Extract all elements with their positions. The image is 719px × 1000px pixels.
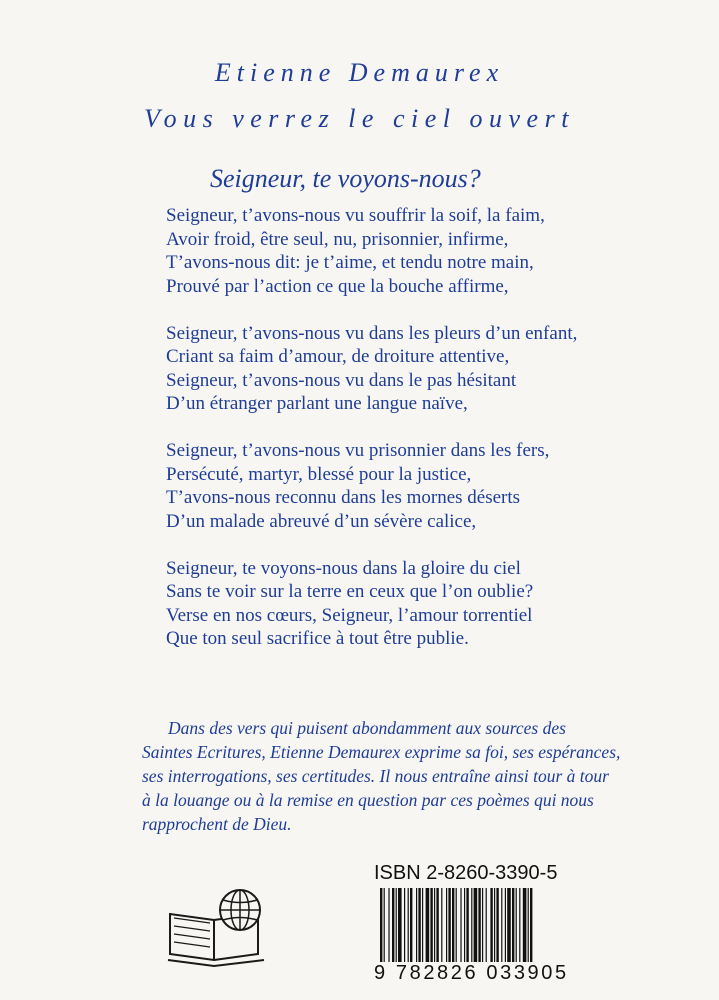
barcode-bar: [505, 888, 506, 962]
barcode-bar: [426, 888, 430, 962]
barcode-digits: 9 782826 033905: [374, 962, 569, 984]
poem-line: Que ton seul sacrifice à tout être publie.: [166, 628, 469, 649]
blurb-line: Saintes Ecritures, Etienne Demaurex exprime sa foi, ses espérances,: [142, 742, 621, 762]
barcode-bar: [482, 888, 483, 962]
barcode-bar: [516, 888, 517, 962]
poem-line: Verse en nos cœurs, Seigneur, l’amour torrentiel: [166, 604, 533, 626]
poem-line: Seigneur, t’avons-nous vu dans les pleurs d’un enfant,: [166, 322, 578, 344]
poem-line: Criant sa faim d’amour, de droiture attentive,: [166, 346, 510, 367]
barcode-bar: [448, 888, 450, 962]
stanza: [166, 557, 577, 651]
poem-line: D’un malade abreuvé d’un sévère calice,: [166, 510, 477, 532]
isbn-barcode: [374, 862, 670, 990]
poem-line: D’un étranger parlant une langue naïve,: [166, 393, 468, 414]
barcode-bar: [490, 888, 492, 962]
barcode-bar: [408, 888, 409, 962]
barcode-bar: [460, 888, 461, 962]
barcode-bar: [430, 888, 432, 962]
poem-line: Avoir froid, être seul, nu, prisonnier, infirme,: [166, 228, 509, 250]
barcode-bar: [380, 888, 382, 962]
author-name: Etienne Demaurex: [214, 58, 505, 87]
barcode-bar: [392, 888, 394, 962]
barcode-bar: [441, 888, 442, 962]
poem-line: Sans te voir sur la terre en ceux que l’on oublie?: [166, 581, 534, 602]
book-globe-icon: [166, 888, 268, 970]
barcode-bar: [446, 888, 447, 962]
poem-line: T’avons-nous reconnu dans les mornes déserts: [166, 487, 521, 508]
barcode-bars: [380, 888, 664, 962]
barcode-bar: [410, 888, 412, 962]
barcode-bar: [396, 888, 397, 962]
barcode-bar: [478, 888, 480, 962]
blurb-line: rapprochent de Dieu.: [142, 814, 292, 834]
barcode-bar: [464, 888, 465, 962]
poem-line: Seigneur, t’avons-nous vu souffrir la soif, la faim,: [166, 205, 545, 226]
poem-line: Seigneur, t’avons-nous vu prisonnier dans les fers,: [166, 440, 550, 461]
barcode-bar: [384, 888, 385, 962]
barcode-bar: [404, 888, 405, 962]
barcode-bar: [512, 888, 514, 962]
barcode-bar: [496, 888, 498, 962]
barcode-bar: [519, 888, 520, 962]
barcode-bar: [466, 888, 468, 962]
barcode-bar: [416, 888, 417, 962]
poem-line: Seigneur, te voyons-nous dans la gloire du ciel: [166, 557, 521, 579]
blurb-line: à la louange ou à la remise en question par ces poèmes qui nous: [142, 790, 594, 810]
isbn-label: ISBN 2-8260-3390-5: [374, 862, 558, 884]
barcode-bar: [434, 888, 435, 962]
barcode-bar: [398, 888, 402, 962]
barcode-bar: [452, 888, 454, 962]
blurb-line: ses interrogations, ses certitudes. Il nous entraîne ainsi tour à tour: [142, 766, 609, 786]
barcode-bar: [456, 888, 457, 962]
poem: [166, 204, 577, 674]
stanza: [166, 322, 577, 416]
barcode-bar: [501, 888, 502, 962]
stanza: [166, 204, 577, 298]
barcode-bar: [486, 888, 487, 962]
poem-line: T’avons-nous dit: je t’aime, et tendu notre main,: [166, 252, 534, 273]
barcode-bar: [494, 888, 495, 962]
barcode-bar: [418, 888, 420, 962]
barcode-bar: [471, 888, 472, 962]
book-title: Vous verrez le ciel ouvert: [144, 104, 575, 133]
barcode-bar: [436, 888, 438, 962]
poem-line: Persécuté, martyr, blessé pour la justice,: [166, 463, 472, 485]
stanza: [166, 439, 577, 533]
barcode-bar: [422, 888, 423, 962]
barcode-bar: [388, 888, 389, 962]
barcode-bar: [523, 888, 527, 962]
poem-line: Seigneur, t’avons-nous vu dans le pas hésitant: [166, 369, 517, 391]
barcode-bar: [528, 888, 529, 962]
barcode-bar: [474, 888, 478, 962]
barcode-bar: [530, 888, 532, 962]
barcode-bar: [507, 888, 511, 962]
poem-line: Prouvé par l’action ce que la bouche affirme,: [166, 275, 509, 297]
blurb-line: Dans des vers qui puisent abondamment aux sources des: [168, 718, 566, 738]
poem-title: Seigneur, te voyons-nous?: [210, 164, 481, 193]
back-cover-blurb: [142, 716, 668, 836]
